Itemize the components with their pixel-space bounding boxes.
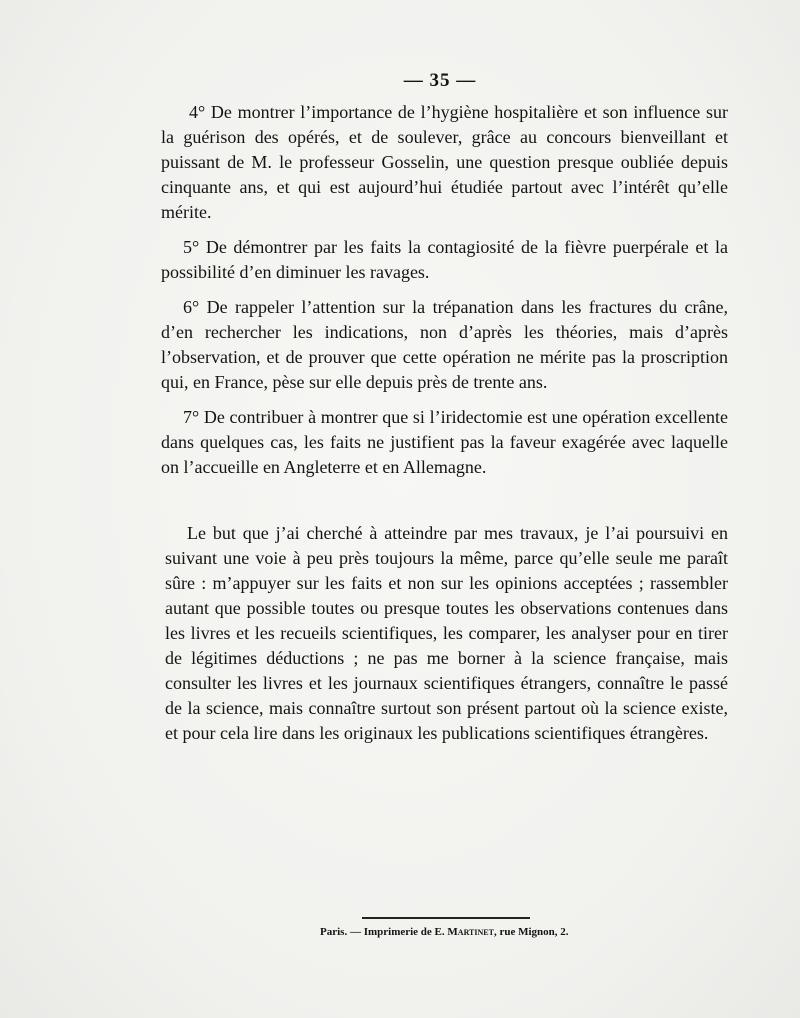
printer-colophon	[320, 926, 620, 938]
page-number: — 35 —	[403, 70, 477, 91]
footer-rule	[362, 917, 530, 919]
colophon-suffix: , rue Mignon, 2.	[493, 926, 569, 938]
paragraph-aim-6: 6° De rappeler l’attention sur la trépanation dans les fractures du crâne, d’en rechercher les indications, non d’après les théories, mais d’après l’observation, et de prouver que cette opération ne mérite pas la proscription qui, en France, pèse sur elle depuis près de trente ans.	[161, 297, 728, 392]
method-statement	[165, 521, 728, 756]
paragraph-aim-5: 5° De démontrer par les faits la contagiosité de la fièvre puerpérale et la possibilité d’en diminuer les ravages.	[161, 237, 728, 282]
paragraph-aim-4: 4° De montrer l’importance de l’hygiène hospitalière et son influence sur la guérison des opérés, et de soulever, grâce au concours bienveillant et puissant de M. le professeur Gosselin, une question presque oubliée depuis cinquante ans, et qui est aujourd’hui étudiée partout avec l’intérêt qu’elle mérite.	[161, 102, 728, 222]
paragraph-method: Le but que j’ai cherché à atteindre par mes travaux, je l’ai poursuivi en suivant une voie à peu près toujours la même, parce qu’elle seule me paraît sûre : m’appuyer sur les faits et non sur les opinions acceptées ; rassembler autant que possible toutes ou presque toutes les observations contenues dans les livres et les recueils scientifiques, les comparer, les analyser pour en tirer de légitimes déductions ; ne pas me borner à la science française, mais consulter les livres et les journaux scientifiques étrangers, connaître le passé de la science, mais connaître surtout son présent partout où la science existe, et pour cela lire dans les originaux les publications scientifiques étrangères.	[165, 523, 728, 743]
colophon-printer-name: Martinet	[447, 926, 494, 938]
enumerated-aims	[161, 100, 728, 490]
paragraph-aim-7: 7° De contribuer à montrer que si l’iridectomie est une opération excellente dans quelques cas, les faits ne justifient pas la faveur exagérée avec laquelle on l’accueille en Angleterre et en Allemagne.	[161, 407, 728, 477]
colophon-prefix: Paris. — Imprimerie de E.	[320, 926, 448, 938]
